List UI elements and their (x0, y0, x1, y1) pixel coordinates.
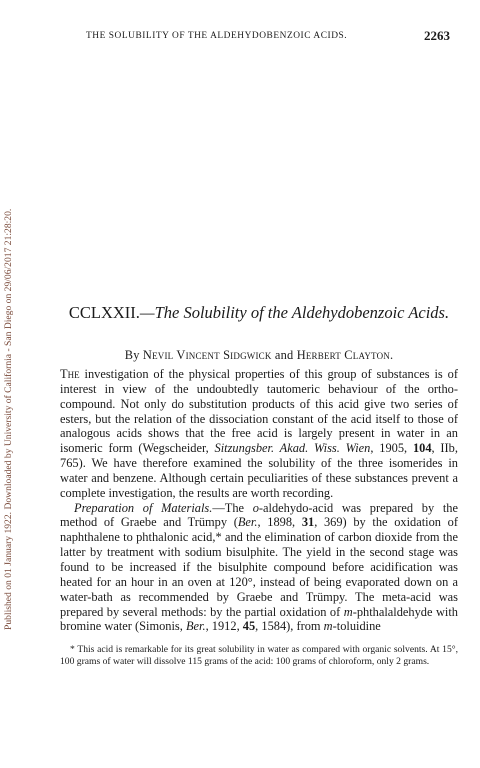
italic-prefix: o (252, 500, 259, 515)
paragraph-preparation (60, 501, 458, 635)
page-number: 2263 (424, 28, 450, 43)
reference-volume: 104 (412, 441, 432, 456)
article-body (60, 367, 458, 634)
reference-journal: Sitzungsber. Akad. Wiss. Wien (214, 441, 371, 456)
section-heading: Preparation of Materials. (74, 500, 213, 515)
italic-prefix: m (343, 604, 353, 619)
reference-volume: 31 (301, 515, 315, 530)
paragraph-intro-text: investigation of the physical properties of this group of substances is of interest in view of the undoubtedly tautomeric behaviour of the ortho-compound. Not only do substitution products of this acid give two series of esters, but the relation of the dissociation constant of the acid itself to those of analogous acids shows that the free acid is largely present in water in an isomeric form (Wegscheider, (60, 367, 458, 456)
reference-journal: Ber. (237, 515, 258, 530)
italic-prefix: m (323, 619, 333, 634)
article-number: CCLXXII. (68, 303, 140, 322)
text-run: , 1898, (257, 515, 296, 530)
byline-and: and (274, 348, 294, 362)
paragraph-intro-text-end: , IIb, 765). We have therefore examined the solubility of the three isomerides in water and benzene. Although certain peculiarities of these substances prevent a complete investigation, the results are worth recording. (60, 441, 458, 500)
byline-by: By (124, 348, 140, 362)
text-run: -phthalaldehyde with bromine water (Simonis, (60, 604, 458, 634)
text-run: —The (212, 500, 245, 515)
article-title-text: —The Solubility of the Aldehydobenzoic Acids. (139, 303, 450, 322)
text-run: , 369) by the oxidation of naphthalene to phthalonic acid,* and the elimination of carbon dioxide from the latter by treatment with sodium bisulphite. The yield in the second stage was found to be increased if the bisulphite compound before acidification was heated for an hour in an oven at 120°, instead of being evaporated down on a water-bath as recommended by Graebe and Trümpy. The meta-acid was prepared by several methods: by the partial oxidation of (60, 515, 458, 619)
article-title (60, 303, 458, 322)
author-1: Nevil Vincent Sidgwick (142, 348, 272, 362)
footnote: * This acid is remarkable for its great solubility in water as compared with organic solvents. At 15°, 100 grams of water will dissolve 115 grams of the acid: 100 grams of chloroform, only 2 grams. (60, 644, 458, 667)
reference-volume: 45 (242, 619, 256, 634)
paragraph-intro (60, 367, 458, 501)
byline (60, 348, 458, 363)
reference-year: , 1905, (370, 441, 408, 456)
reference-journal: Ber. (185, 619, 206, 634)
text-run: -toluidine (332, 619, 381, 634)
text-run: , 1584), from (255, 619, 321, 634)
running-head: THE SOLUBILITY OF THE ALDEHYDOBENZOIC ACIDS. (86, 31, 348, 41)
lead-word: The (60, 367, 80, 381)
author-2: Herbert Clayton. (296, 348, 394, 362)
download-notice (2, 30, 16, 630)
text-run: , 1912, (205, 619, 240, 634)
download-notice-text: Published on 01 January 1922. Downloaded by University of California - San Diego on 29/06/2017 21:28:20. (3, 208, 14, 630)
text-run: -aldehydo-acid was prepared by the method of Graebe and Trümpy ( (60, 500, 458, 530)
